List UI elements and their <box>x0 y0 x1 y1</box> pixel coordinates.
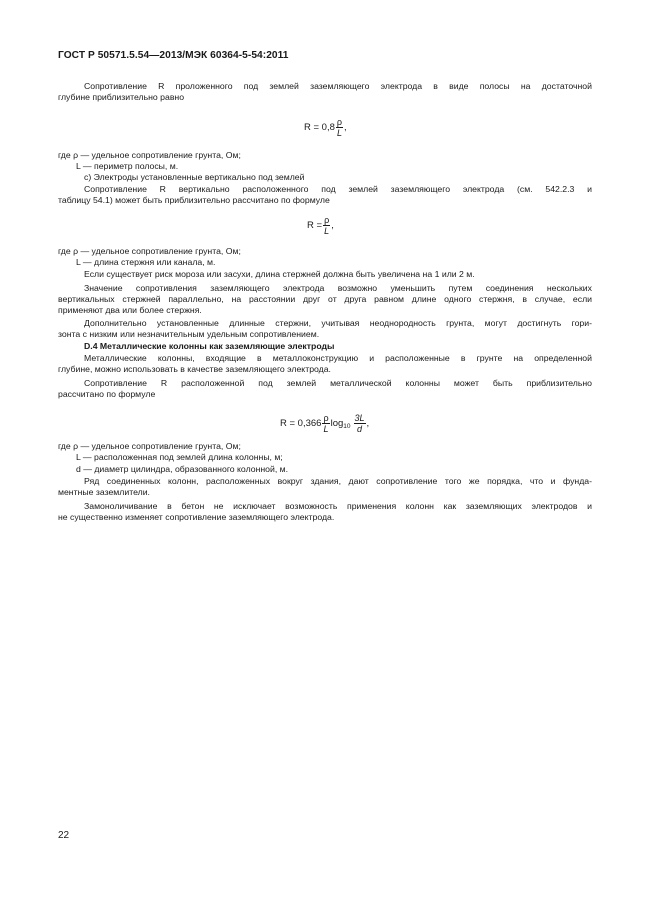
formula-lhs: R = 0,8 <box>304 122 335 133</box>
paragraph-line: Сопротивление R расположенной под землей металлической колонны может быть приблизительно <box>84 378 592 388</box>
formula-column-resistance <box>280 413 369 434</box>
formula-rod-resistance <box>307 215 334 236</box>
paragraph-line: не существенно изменяет сопротивление заземляющего электрода. <box>58 512 335 522</box>
definition-line: L — расположенная под землей длина колонны, м; <box>76 452 283 462</box>
paragraph-line: таблицу 54.1) может быть приблизительно рассчитано по формуле <box>58 195 330 205</box>
formula-fraction <box>354 413 366 434</box>
paragraph-line: Замоноличивание в бетон не исключает возможность применения колонн как заземляющих электродов и <box>84 501 592 511</box>
definition-line: L — периметр полосы, м. <box>76 161 179 171</box>
paragraph-line: глубине приблизительно равно <box>58 92 185 102</box>
formula-lhs: R = 0,366 <box>280 418 322 429</box>
formula-numerator: ρ <box>336 117 343 127</box>
definition-line: d — диаметр цилиндра, образованного колонной, м. <box>76 464 289 474</box>
formula-tail: , <box>331 220 334 231</box>
paragraph-line: зонта с низким или незначительным удельным сопротивлением. <box>58 329 320 339</box>
section-heading-d4: D.4 Металлические колонны как заземляющие электроды <box>84 341 335 351</box>
paragraph-line: Металлические колонны, входящие в металлоконструкцию и расположенные в грунте на определенной <box>84 353 592 363</box>
paragraph-line: Если существует риск мороза или засухи, длина стержней должна быть увеличена на 1 или 2 м. <box>84 269 475 279</box>
definition-line: где ρ — удельное сопротивление грунта, Ом; <box>58 441 241 451</box>
formula-denominator: L <box>324 226 330 236</box>
formula-numerator: ρ <box>324 215 330 225</box>
document-header: ГОСТ Р 50571.5.54—2013/МЭК 60364-5-54:2011 <box>58 50 289 61</box>
formula-fraction <box>323 215 330 236</box>
page-number: 22 <box>58 830 70 841</box>
list-item-c: с) Электроды установленные вертикально под землей <box>84 172 305 182</box>
formula-denominator: L <box>336 128 342 138</box>
paragraph-line: глубине, можно использовать в качестве заземляющего электрода. <box>58 364 331 374</box>
formula-fraction <box>322 413 329 434</box>
paragraph-line: Сопротивление R вертикально расположенного под землей заземляющего электрода (см. 542.2.3 и <box>84 184 592 194</box>
formula-log <box>331 418 351 430</box>
formula-numerator: ρ <box>323 413 329 423</box>
definition-line: где ρ — удельное сопротивление грунта, Ом; <box>58 150 241 160</box>
paragraph-line: рассчитано по формуле <box>58 389 156 399</box>
log-label: log <box>330 417 344 429</box>
paragraph-line: Ряд соединенных колонн, расположенных вокруг здания, дают сопротивление того же порядка, что и фунда- <box>84 476 592 486</box>
paragraph-line: Сопротивление R проложенного под землей заземляющего электрода в виде полосы на достаточной <box>84 81 592 91</box>
log-base: 10 <box>343 422 351 430</box>
formula-denominator: L <box>323 424 329 434</box>
paragraph-line: Значение сопротивления заземляющего электрода возможно уменьшить путем соединения нескольких <box>84 283 592 293</box>
formula-strip-resistance <box>304 117 347 138</box>
formula-fraction <box>336 117 343 138</box>
paragraph-line: вертикальных стержней параллельно, на расстоянии друг от друга равном длине одного стержня, в случае, если <box>58 294 592 304</box>
formula-lhs: R = <box>307 220 323 231</box>
definition-line: где ρ — удельное сопротивление грунта, Ом; <box>58 246 241 256</box>
formula-tail: , <box>344 122 347 133</box>
formula-tail: , <box>366 418 370 429</box>
paragraph-line: ментные заземлители. <box>58 487 150 497</box>
paragraph-line: Дополнительно установленные длинные стержни, учитывая неоднородность грунта, могут достигнуть гори- <box>84 318 592 328</box>
definition-line: L — длина стержня или канала, м. <box>76 257 216 267</box>
formula-numerator: 3L <box>354 413 365 423</box>
formula-denominator: d <box>357 424 363 434</box>
paragraph-line: применяют два или более стержня. <box>58 305 202 315</box>
